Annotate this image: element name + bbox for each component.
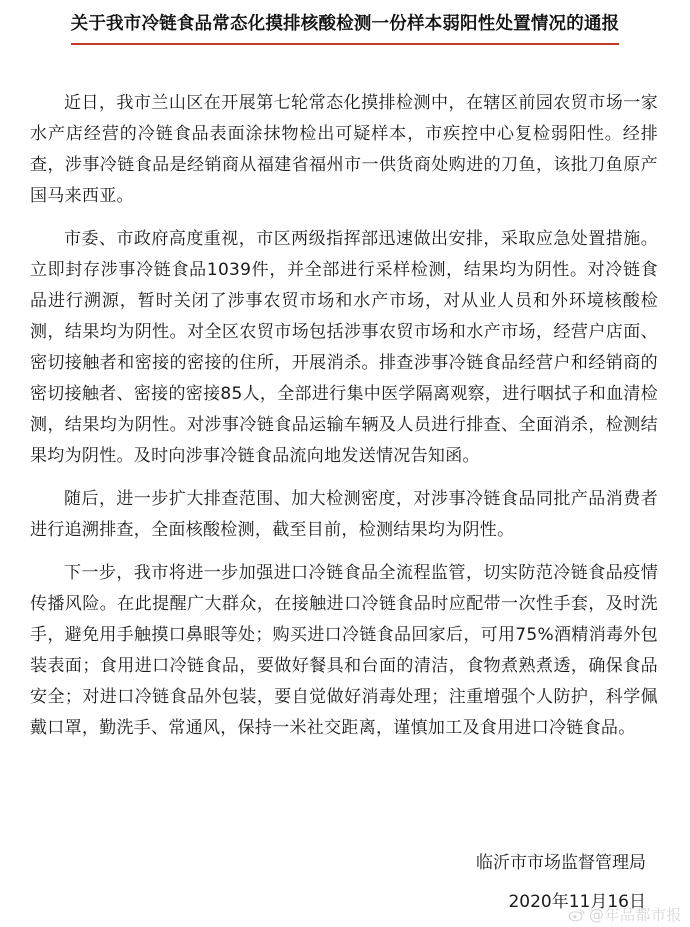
watermark [568, 904, 682, 925]
document-title: 关于我市冷链食品常态化摸排核酸检测一份样本弱阳性处置情况的通报 [71, 6, 620, 45]
weibo-icon [568, 908, 586, 922]
paragraph-1: 近日，我市兰山区在开展第七轮常态化摸排检测中，在辖区前园农贸市场一家水产店经营的冷链食品表面涂抹物检出可疑样本，市疾控中心复检弱阳性。经排查，涉事冷链食品是经销商从福建省福州市一供货商处购进的刀鱼，该批刀鱼原产国马来西亚。 [30, 93, 658, 206]
issuing-organization: 临沂市市场监督管理局 [476, 853, 646, 873]
paragraph-3: 随后，进一步扩大排查范围、加大检测密度，对涉事冷链食品同批产品消费者进行追溯排查，全面核酸检测，截至目前，检测结果均为阴性。 [30, 489, 658, 540]
issue-date: 2020年11月16日 [508, 892, 646, 912]
watermark-text: @年品都市报 [588, 906, 682, 924]
paragraph-4: 下一步，我市将进一步加强进口冷链食品全流程监管，切实防范冷链食品疫情传播风险。在此提醒广大群众，在接触进口冷链食品时应配带一次性手套，及时洗手，避免用手触摸口鼻眼等处；购买进口冷链食品回家后，可用75%酒精消毒外包装表面；食用进口冷链食品，要做好餐具和台面的清洁，食物煮熟煮透，确保食品安全；对进口冷链食品外包装，要自觉做好消毒处理；注重增强个人防护，科学佩戴口罩，勤洗手、常通风，保持一米社交距离，谨慎加工及食用进口冷链食品。 [30, 563, 658, 738]
paragraph-2: 市委、市政府高度重视，市区两级指挥部迅速做出安排，采取应急处置措施。立即封存涉事冷链食品1039件，并全部进行采样检测，结果均为阴性。对冷链食品进行溯源，暂时关闭了涉事农贸市场和水产市场，对从业人员和外环境核酸检测，结果均为阴性。对全区农贸市场包括涉事农贸市场和水产市场，经营户店面、密切接触者和密接的密接的住所，开展消杀。排查涉事冷链食品经营户和经销商的密切接触者、密接的密接85人，全部进行集中医学隔离观察，进行咽拭子和血清检测，结果均为阴性。对涉事冷链食品运输车辆及人员进行排查、全面消杀，检测结果均为阴性。及时向涉事冷链食品流向地发送情况告知函。 [30, 229, 658, 466]
document-body [30, 88, 658, 756]
title-container [30, 6, 660, 45]
